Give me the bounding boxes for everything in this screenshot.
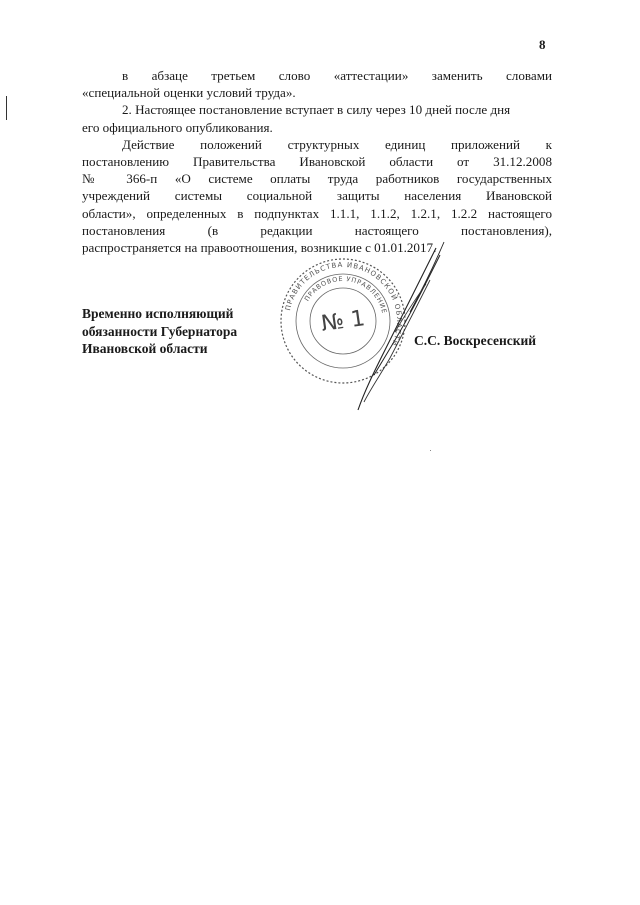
signer-title [82, 305, 237, 358]
body-line: распространяется на правоотношения, возникшие с 01.01.2017. [82, 240, 437, 256]
stamp-inner-text: ПРАВОВОЕ УПРАВЛЕНИЕ [302, 274, 389, 315]
handwritten-signature [340, 240, 460, 415]
body-line: 2. Настоящее постановление вступает в силу через 10 дней после дня [122, 102, 511, 118]
body-line: № 366-п «О системе оплаты труда работников государственных [82, 171, 552, 187]
body-line: области», определенных в подпунктах 1.1.1, 1.1.2, 1.2.1, 1.2.2 настоящего [82, 205, 552, 221]
body-line: постановлению Правительства Ивановской области от 31.12.2008 [82, 154, 552, 170]
stamp-number: № 1 [319, 305, 367, 337]
body-line: Действие положений структурных единиц приложений к [122, 136, 552, 152]
signer-name: С.С. Воскресенский [414, 333, 537, 348]
page-number: 8 [539, 37, 546, 52]
body-line: постановления (в редакции настоящего постановления), [82, 222, 552, 238]
scan-speck [430, 450, 431, 451]
margin-mark [6, 96, 7, 120]
stamp-outer-text: ПРАВИТЕЛЬСТВА ИВАНОВСКОЙ ОБЛАСТИ [284, 260, 404, 348]
signer-title-line: обязанности Губернатора [82, 323, 238, 339]
document-body [82, 67, 552, 256]
body-line: учреждений системы социальной защиты населения Ивановской [82, 188, 552, 204]
signer-title-line: Временно исполняющий [82, 306, 234, 321]
body-line: «специальной оценки условий труда». [82, 85, 296, 101]
body-line: его официального опубликования. [82, 119, 273, 135]
signer-title-line: Ивановской области [82, 341, 208, 356]
body-line: в абзаце третьем слово «аттестации» заменить словами [122, 68, 552, 83]
